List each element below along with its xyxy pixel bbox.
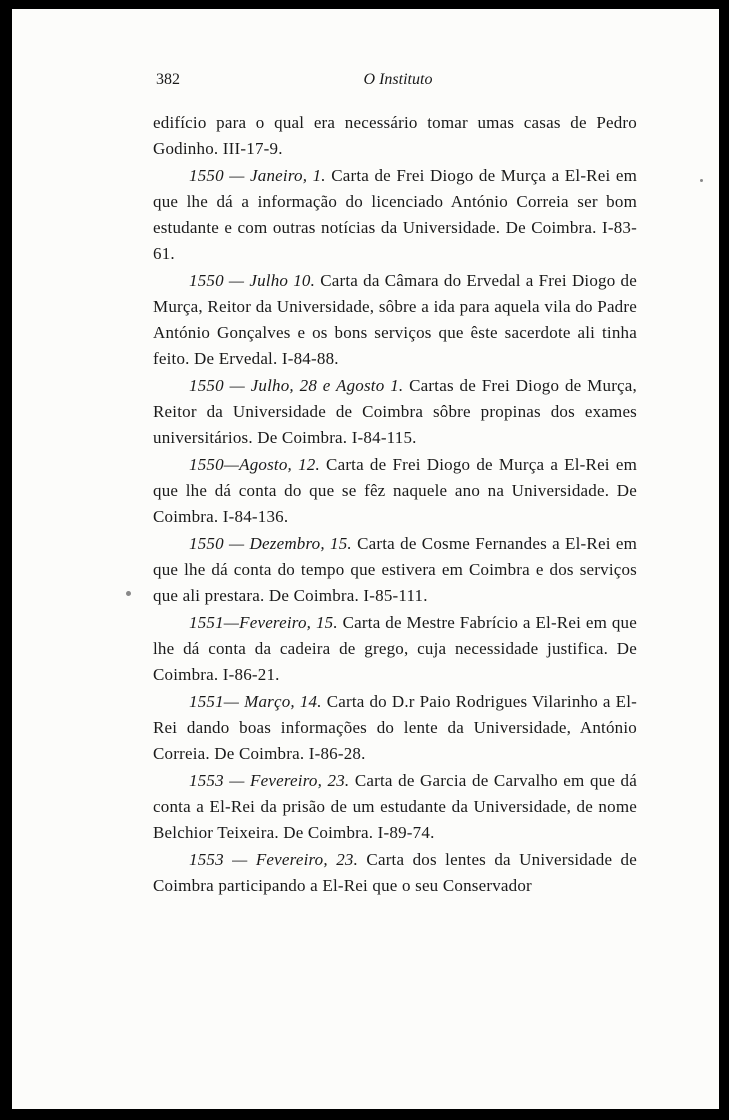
entry-date: 1551—Fevereiro, 15. xyxy=(189,613,338,632)
paper-speck xyxy=(700,179,703,182)
entry-text: Carta de Garcia de Carvalho em que dá conta a El-Rei da prisão de um estudante da Universidade, de nome Belchior Teixeira. De Coimbra. I-89-74. xyxy=(153,771,638,842)
entry-text: Carta de Frei Diogo de Murça a El-Rei em que lhe dá a informação do licenciado António Correia ser bom estudante e com outras notícias da Universidade. De Coimbra. I-83-61. xyxy=(153,166,637,263)
catalog-entry xyxy=(153,163,637,267)
entry-date: 1550 — Julho, 28 e Agosto 1. xyxy=(189,376,404,395)
entry-date: 1553 — Fevereiro, 23. xyxy=(189,771,350,790)
paragraph-continuation xyxy=(153,110,637,162)
running-title: O Instituto xyxy=(363,71,433,88)
catalog-entry xyxy=(153,373,637,451)
entry-date: 1550 — Janeiro, 1. xyxy=(189,166,326,185)
entry-text: Carta de Frei Diogo de Murça a El-Rei em que lhe dá conta do que se fêz naquele ano na Universidade. De Coimbra. I-84-136. xyxy=(153,455,637,526)
entry-text: Carta de Mestre Fabrício a El-Rei em que lhe dá conta da cadeira de grego, cuja necessidade justifica. De Coimbra. I-86-21. xyxy=(153,613,637,684)
entry-text: edifício para o qual era necessário tomar umas casas de Pedro Godinho. III-17-9. xyxy=(153,113,637,158)
entry-text: Carta da Câmara do Ervedal a Frei Diogo de Murça, Reitor da Universidade, sôbre a ida para aquela vila do Padre António Gonçalves e os bons serviços que êste sacerdote ali tinha feito. De Ervedal. I-84-88. xyxy=(153,271,638,368)
entry-text: Cartas de Frei Diogo de Murça, Reitor da Universidade de Coimbra sôbre propinas dos exames universitários. De Coimbra. I-84-115. xyxy=(153,376,638,447)
entry-text: Carta dos lentes da Universidade de Coimbra participando a El-Rei que o seu Conservador xyxy=(153,850,637,895)
entry-date: 1550—Agosto, 12. xyxy=(189,455,320,474)
catalog-entry xyxy=(153,268,637,372)
entry-date: 1550 — Julho 10. xyxy=(189,271,316,290)
catalog-entry xyxy=(153,768,637,846)
body-text xyxy=(153,110,637,900)
entry-text: Carta de Cosme Fernandes a El-Rei em que lhe dá conta do tempo que estivera em Coimbra e dos serviços que ali prestara. De Coimbra. I-85-111. xyxy=(153,534,637,605)
page-number: 382 xyxy=(156,71,180,88)
catalog-entry xyxy=(153,452,637,530)
catalog-entry xyxy=(153,847,637,899)
catalog-entry xyxy=(153,610,637,688)
page-header xyxy=(156,71,640,93)
entry-text: Carta do D.r Paio Rodrigues Vilarinho a El-Rei dando boas informações do lente da Universidade, António Correia. De Coimbra. I-86-28. xyxy=(153,692,637,763)
paper-speck xyxy=(126,591,131,596)
entry-date: 1553 — Fevereiro, 23. xyxy=(189,850,359,869)
catalog-entry xyxy=(153,531,637,609)
catalog-entry xyxy=(153,689,637,767)
entry-date: 1551— Março, 14. xyxy=(189,692,322,711)
entry-date: 1550 — Dezembro, 15. xyxy=(189,534,352,553)
